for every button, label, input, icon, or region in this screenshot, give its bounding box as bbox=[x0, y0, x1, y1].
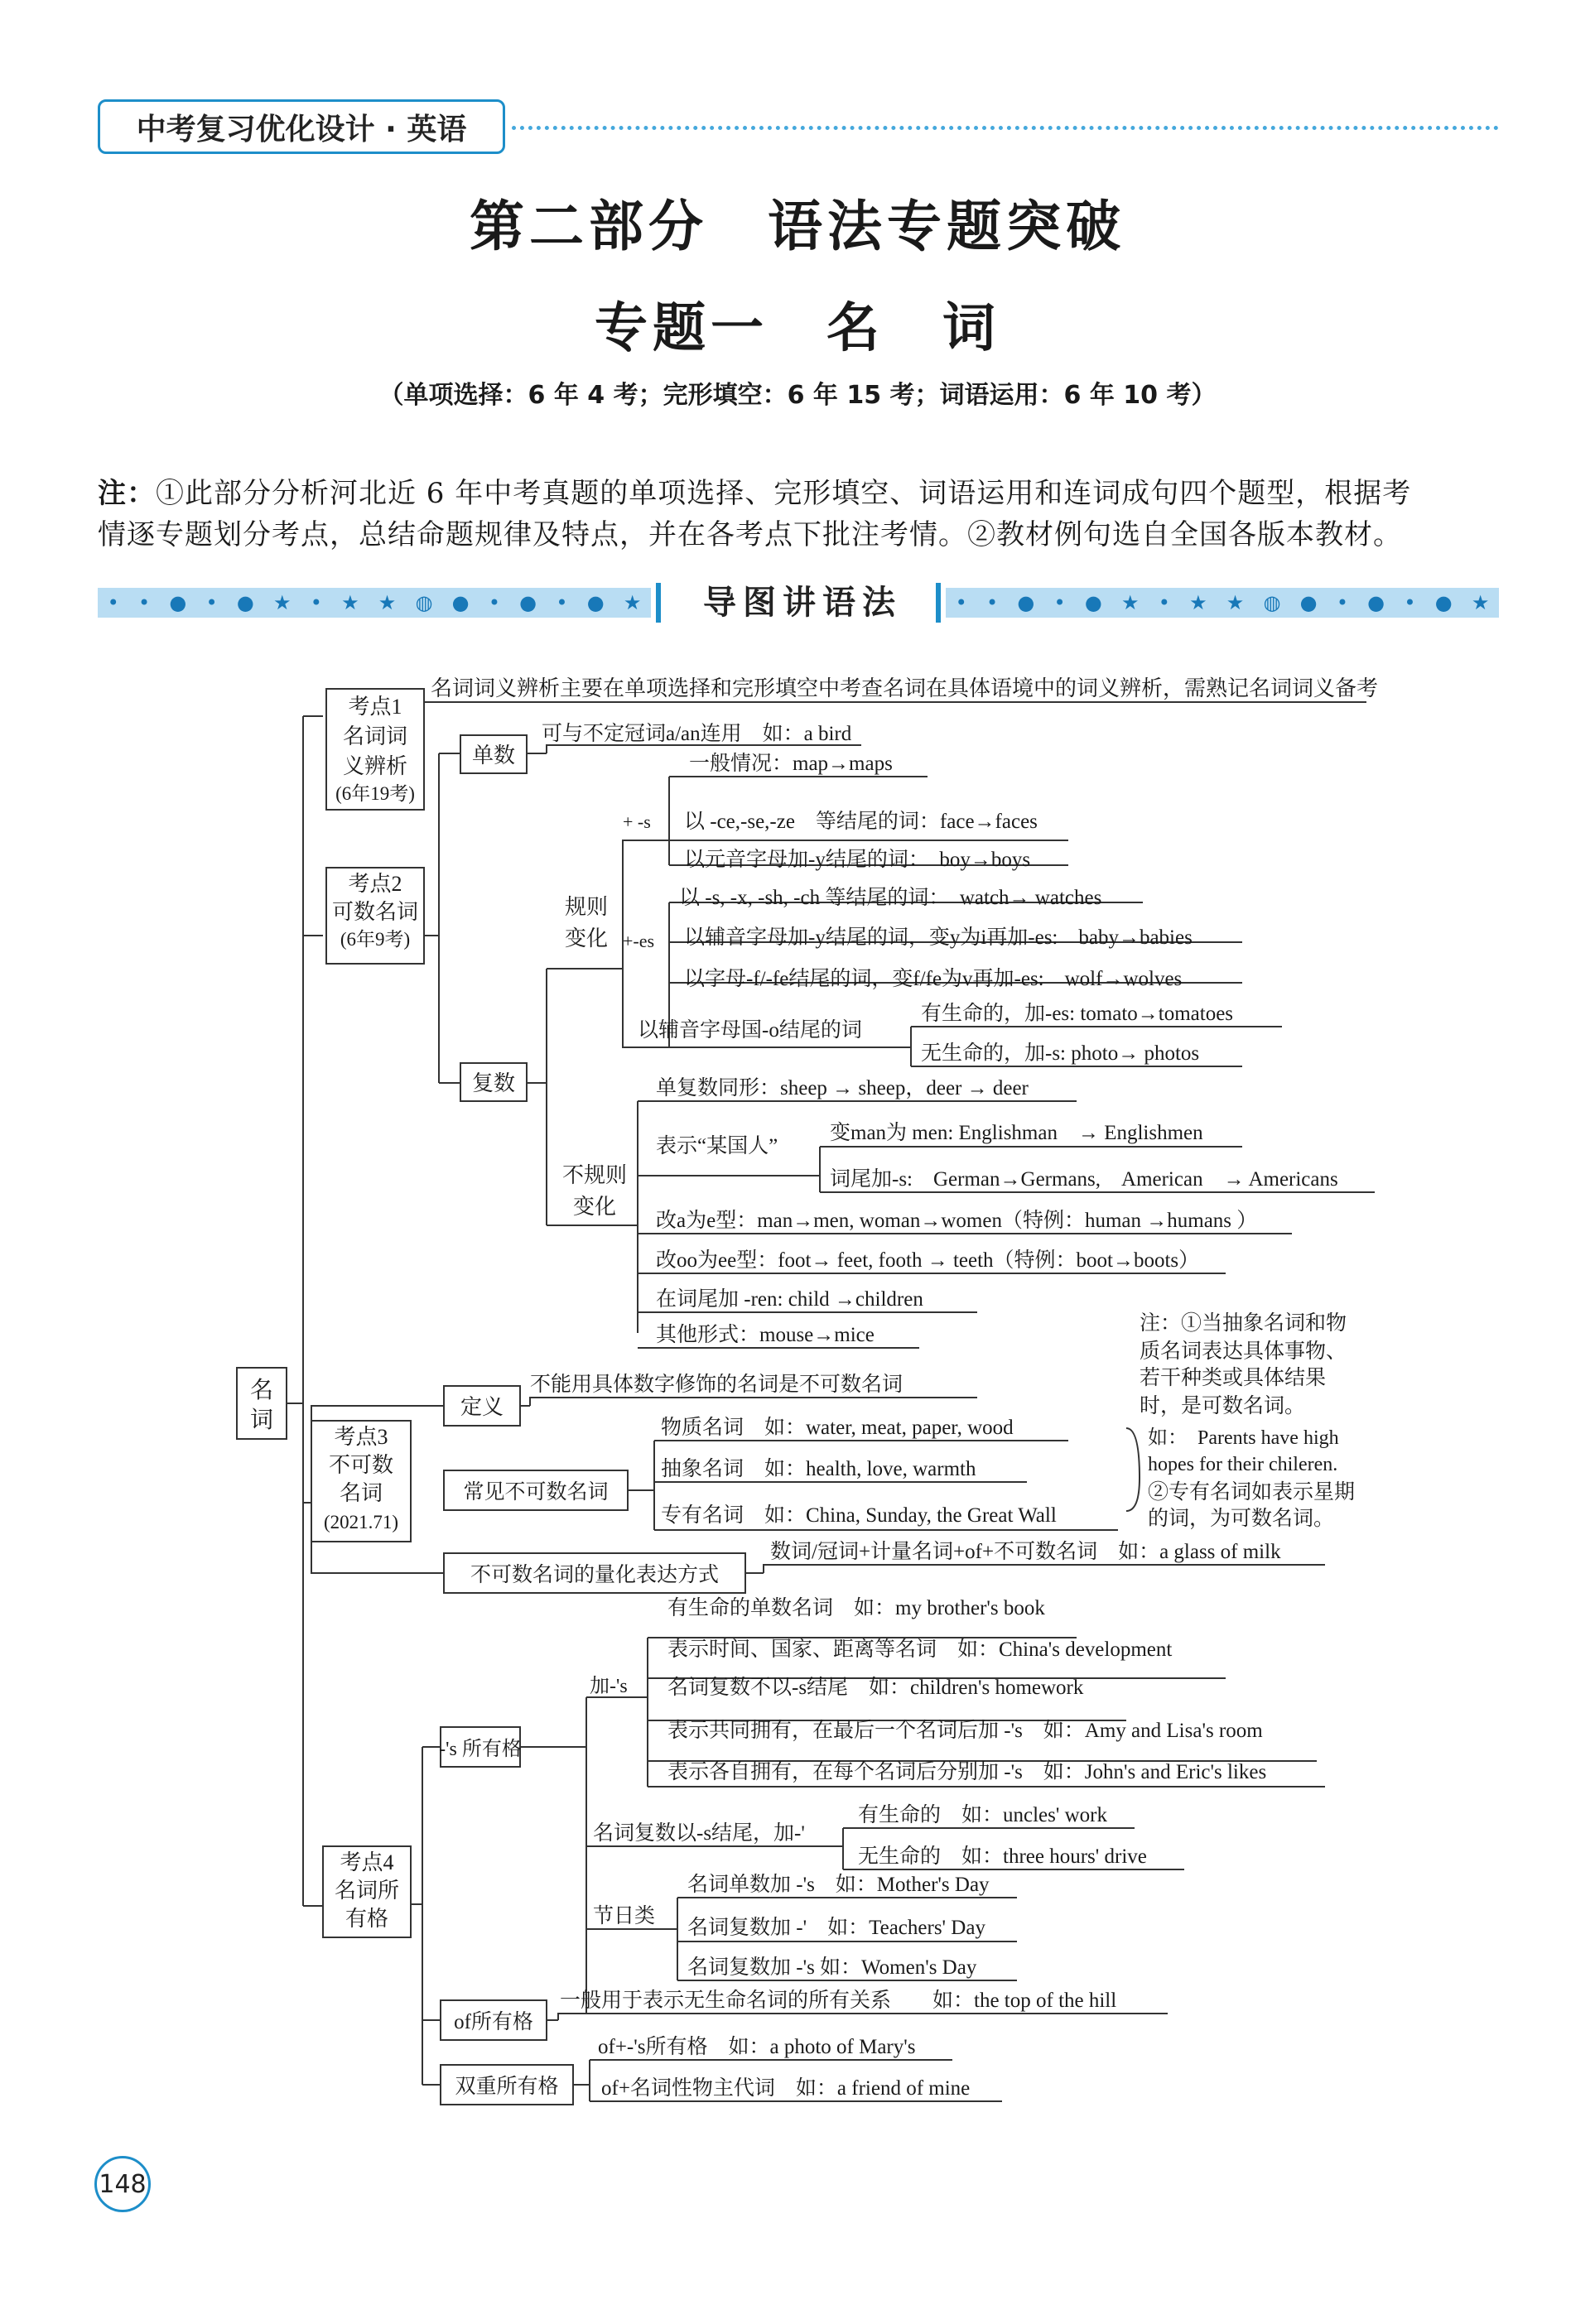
banner-ornament: ★ bbox=[1120, 591, 1140, 614]
banner-ornament: • bbox=[137, 591, 151, 614]
note-text-1: ①此部分分析河北近 6 年中考真题的单项选择、完形填空、词语运用和连词成句四个题型，根据考 bbox=[156, 477, 1412, 510]
irregular-item-5: 其他形式：mouse→mice bbox=[656, 1324, 875, 1346]
banner-ornament: ● bbox=[451, 591, 470, 614]
banner-ornament: • bbox=[310, 591, 322, 614]
side-note-7: ②专有名词如表示星期 bbox=[1148, 1481, 1356, 1504]
banner-ornament: ★ bbox=[341, 591, 359, 614]
o-item-1: 有生命的，加-es: tomato→tomatoes bbox=[921, 1003, 1234, 1025]
add-s-item-4: 表示共同拥有，在最后一个名词后加 -'s 如：Amy and Lisa's room bbox=[667, 1720, 1263, 1742]
nationality-item-1: 变man为 men: Englishman → Englishmen bbox=[830, 1122, 1203, 1144]
regular-label-2: 变化 bbox=[564, 926, 609, 950]
banner-ornament: • bbox=[985, 591, 999, 614]
kp4-label-2: 名词所 bbox=[334, 1879, 400, 1903]
kp2-label-3: (6年9考) bbox=[340, 929, 411, 950]
banner-ornament: ● bbox=[169, 591, 187, 614]
festival-item-3: 名词复数加 -'s 如：Women's Day bbox=[687, 1956, 977, 1979]
plural-s-label: 名词复数以-s结尾，加-' bbox=[593, 1822, 805, 1845]
irregular-item-4: 在词尾加 -ren: child →children bbox=[656, 1288, 923, 1311]
s-rule-3: 以元音字母加-y结尾的词： boy→boys bbox=[684, 849, 1031, 871]
add-s-item-1: 有生命的单数名词 如：my brother's book bbox=[667, 1597, 1045, 1619]
banner-ornament: ● bbox=[586, 591, 605, 614]
side-note-6: hopes for their chileren. bbox=[1148, 1454, 1338, 1475]
kp1-label-3: 义辨析 bbox=[342, 754, 408, 778]
kp1-label-2: 名词词 bbox=[342, 724, 408, 748]
side-note-8: 的词，为可数名词。 bbox=[1148, 1508, 1335, 1530]
book-title: 中考复习优化设计 · 英语 bbox=[136, 112, 467, 147]
kp1-label-1: 考点1 bbox=[348, 695, 402, 719]
note-line-2: 情逐专题划分考点，总结命题规律及特点，并在各考点下批注考情。②教材例句选自全国各版本教材。 bbox=[98, 518, 1402, 551]
plural-s-item-2: 无生命的 如：three hours' drive bbox=[858, 1845, 1147, 1868]
of-possessive-text: 一般用于表示无生命名词的所有关系 如：the top of the hill bbox=[560, 1990, 1117, 2012]
banner-ornament: ● bbox=[1367, 591, 1385, 614]
banner-ornament: • bbox=[488, 591, 500, 614]
s-rule-2: 以 -ce,-se,-ze 等结尾的词：face→faces bbox=[684, 811, 1038, 833]
s-rule-1: 一般情况：map→maps bbox=[689, 753, 893, 775]
add-s-label: 加-'s bbox=[590, 1676, 628, 1697]
singular-label: 单数 bbox=[471, 743, 516, 767]
plus-s-label: + -s bbox=[623, 811, 651, 832]
banner-ornament: ★ bbox=[623, 591, 642, 614]
kp1-text: 名词词义辨析主要在单项选择和完形填空中考查名词在具体语境中的词义辨析，需熟记名词词义备考 bbox=[431, 676, 1379, 700]
irregular-label-1: 不规则 bbox=[561, 1163, 628, 1187]
kp4-label-3: 有格 bbox=[345, 1907, 389, 1931]
root-label-2: 词 bbox=[249, 1407, 274, 1433]
common-item-3: 专有名词 如：China, Sunday, the Great Wall bbox=[661, 1504, 1057, 1527]
es-rule-1: 以 -s, -x, -sh, -ch 等结尾的词： watch→ watches bbox=[679, 887, 1102, 909]
banner-ornament: ★ bbox=[378, 591, 397, 614]
banner-ornament: ★ bbox=[1471, 591, 1490, 614]
kp1-label-4: (6年19考) bbox=[335, 783, 415, 804]
banner-ornament: • bbox=[556, 591, 568, 614]
kp3-label-4: (2021.71) bbox=[323, 1512, 399, 1532]
banner-ornament: ● bbox=[1434, 591, 1453, 614]
banner-ornament: ★ bbox=[1189, 591, 1207, 614]
kp3-label-3: 名词 bbox=[339, 1481, 383, 1505]
add-s-item-3: 名词复数不以-s结尾 如：children's homework bbox=[667, 1677, 1084, 1699]
kp3-label-2: 不可数 bbox=[328, 1453, 394, 1477]
double-item-2: of+名词性物主代词 如：a friend of mine bbox=[601, 2077, 971, 2100]
banner-title: 导图讲语法 bbox=[703, 584, 902, 622]
s-possessive-label: -'s 所有格 bbox=[439, 1739, 522, 1760]
irregular-item-3: 改oo为ee型：foot→ feet, footh → teeth（特例：boot→boots） bbox=[656, 1249, 1200, 1272]
kp4-label-1: 考点4 bbox=[340, 1850, 394, 1874]
irregular-label-2: 变化 bbox=[572, 1195, 617, 1219]
festival-item-1: 名词单数加 -'s 如：Mother's Day bbox=[687, 1874, 990, 1896]
double-possessive-label: 双重所有格 bbox=[455, 2076, 559, 2098]
banner-ornament: • bbox=[107, 591, 119, 614]
es-rule-2: 以辅音字母加-y结尾的词，变y为i再加-es: baby→babies bbox=[684, 926, 1193, 949]
common-uncountable-label: 常见不可数名词 bbox=[463, 1481, 609, 1504]
o-item-2: 无生命的，加-s: photo→ photos bbox=[921, 1042, 1200, 1065]
nationality-item-2: 词尾加-s: German→Germans, American → Americans bbox=[830, 1168, 1338, 1191]
banner-ornament: ★ bbox=[272, 591, 292, 614]
side-note-2: 质名词表达具体事物、 bbox=[1140, 1340, 1347, 1363]
add-s-item-2: 表示时间、国家、距离等名词 如：China's development bbox=[667, 1638, 1173, 1661]
kp3-label-1: 考点3 bbox=[334, 1425, 388, 1449]
quantity-text: 数词/冠词+计量名词+of+不可数名词 如：a glass of milk bbox=[770, 1541, 1281, 1563]
festival-label: 节日类 bbox=[593, 1905, 656, 1927]
banner-ornament: ● bbox=[519, 591, 537, 614]
o-rule: 以辅音字母国-o结尾的词 bbox=[638, 1019, 862, 1042]
banner-ornament: ● bbox=[1017, 591, 1035, 614]
page-number: 148 bbox=[99, 2169, 147, 2199]
banner-ornament: ● bbox=[236, 591, 254, 614]
irregular-item-2: 改a为e型：man→men, woman→women（特例：human →humans ） bbox=[656, 1210, 1258, 1232]
banner-ornament: • bbox=[1053, 591, 1066, 614]
banner-ornament: ● bbox=[1299, 591, 1318, 614]
note-label: 注： bbox=[98, 477, 156, 510]
festival-item-2: 名词复数加 -' 如：Teachers' Day bbox=[687, 1917, 985, 1939]
add-s-item-5: 表示各自拥有，在每个名词后分别加 -'s 如：John's and Eric's likes bbox=[667, 1761, 1267, 1783]
double-item-1: of+-'s所有格 如：a photo of Mary's bbox=[598, 2036, 916, 2058]
regular-label-1: 规则 bbox=[564, 895, 609, 919]
banner-ornament: ◍ bbox=[1263, 591, 1281, 614]
banner-ornament: • bbox=[1404, 591, 1416, 614]
page-number-badge bbox=[94, 2156, 151, 2212]
exam-frequency-info: （单项选择：6 年 4 考；完形填空：6 年 15 考；词语运用：6 年 10 考） bbox=[378, 381, 1217, 410]
definition-text: 不能用具体数字修饰的名词是不可数名词 bbox=[530, 1374, 904, 1396]
common-item-1: 物质名词 如：water, meat, paper, wood bbox=[661, 1417, 1014, 1439]
banner-ornament: ◍ bbox=[415, 591, 433, 614]
banner-ornament: • bbox=[955, 591, 967, 614]
plural-label: 复数 bbox=[471, 1071, 516, 1095]
definition-label: 定义 bbox=[460, 1395, 504, 1419]
side-note-5: 如： Parents have high bbox=[1148, 1427, 1339, 1449]
common-item-2: 抽象名词 如：health, love, warmth bbox=[661, 1458, 976, 1480]
topic-title: 专题一 名 词 bbox=[595, 298, 1000, 359]
plural-s-item-1: 有生命的 如：uncles' work bbox=[858, 1804, 1108, 1826]
plus-es-label: +-es bbox=[623, 931, 655, 951]
banner-ornament: ★ bbox=[1226, 591, 1245, 614]
singular-text: 可与不定冠词a/an连用 如：a bird bbox=[542, 723, 852, 745]
root-label-1: 名 bbox=[249, 1378, 274, 1403]
of-possessive-label: of所有格 bbox=[454, 2011, 533, 2033]
side-note-1: 注：①当抽象名词和物 bbox=[1140, 1312, 1347, 1335]
side-note-3: 若干种类或具体结果 bbox=[1140, 1367, 1327, 1389]
banner-ornament: ● bbox=[1084, 591, 1102, 614]
es-rule-3: 以字母-f/-fe结尾的词，变f/fe为v再加-es: wolf→wolves bbox=[684, 968, 1183, 990]
irregular-item-1: 单复数同形：sheep → sheep，deer → deer bbox=[656, 1077, 1029, 1099]
part-title: 第二部分 语法专题突破 bbox=[470, 194, 1125, 258]
nationality-label: 表示“某国人” bbox=[656, 1135, 778, 1157]
kp2-label-1: 考点2 bbox=[348, 872, 402, 896]
banner-ornament: • bbox=[1336, 591, 1348, 614]
kp2-label-2: 可数名词 bbox=[331, 900, 419, 924]
quantity-label: 不可数名词的量化表达方式 bbox=[470, 1564, 720, 1586]
banner-ornament: • bbox=[1158, 591, 1170, 614]
banner-ornament: • bbox=[205, 591, 218, 614]
side-note-4: 时，是可数名词。 bbox=[1140, 1395, 1306, 1417]
